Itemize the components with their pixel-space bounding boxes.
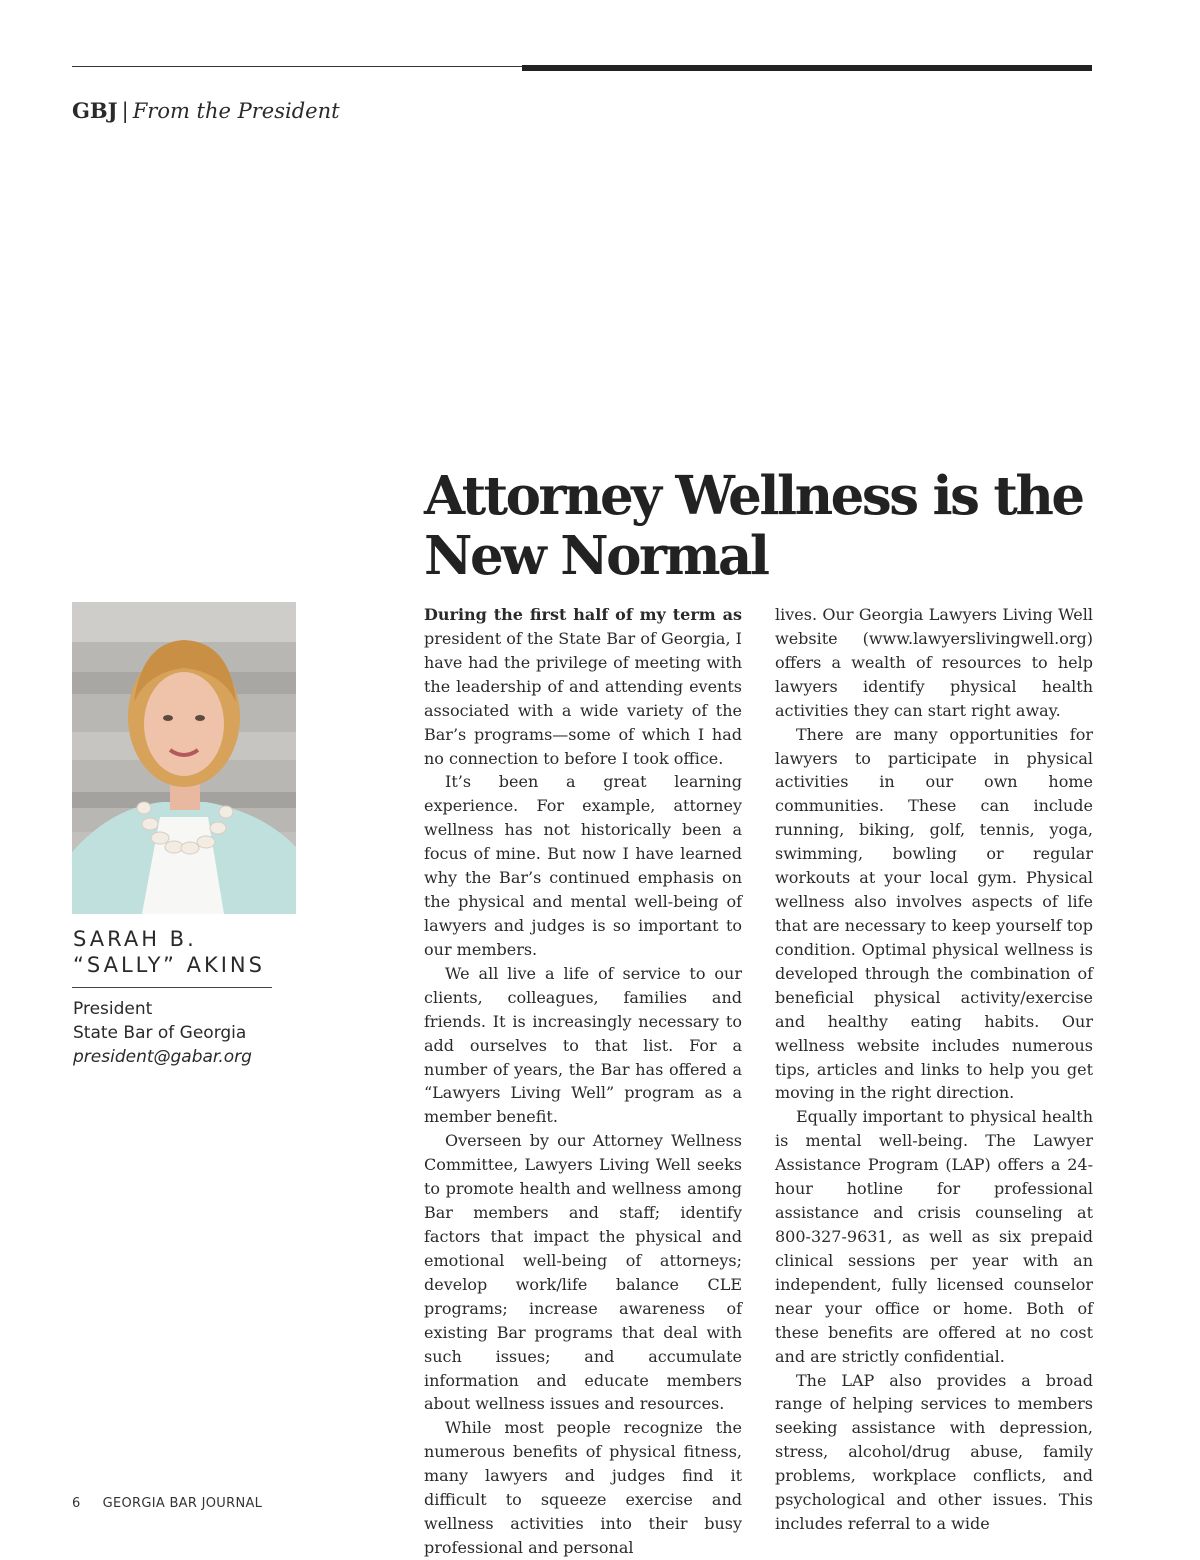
- article-title: Attorney Wellness is the New Normal: [424, 465, 1083, 587]
- paragraph: Equally important to physical health is mental well-being. The Lawyer Assistance Program (LAP) offers a 24-hour hotline for professional assistance and crisis counseling at 800-327-9631, as well as six prepaid clinical sessions per year with an independent, fully licensed counselor near your office or home. Both of these benefits are offered at no cost and are strictly confidential.: [775, 1107, 1093, 1366]
- publication-name: GEORGIA BAR JOURNAL: [102, 1496, 263, 1511]
- author-name-line2: “SALLY” AKINS: [73, 953, 265, 977]
- lead-in: During the first half of my term as: [424, 605, 742, 624]
- paragraph: Overseen by our Attorney Wellness Committee, Lawyers Living Well seeks to promote health and wellness among Bar members and staff; identify factors that impact the physical and emotional well-being of attorneys; develop work/life balance CLE programs; increase awareness of existing Bar programs that deal with such issues; and accumulate information and educate members about wellness issues and resources.: [424, 1131, 742, 1414]
- author-divider: [72, 987, 272, 988]
- page-number: 6: [72, 1496, 81, 1511]
- page-footer: [72, 1496, 262, 1511]
- author-title: President: [73, 999, 153, 1019]
- author-info: [73, 997, 252, 1069]
- journal-brand: GBJ: [72, 98, 118, 123]
- header-rule-thin: [72, 66, 524, 67]
- author-email[interactable]: president@gabar.org: [73, 1047, 252, 1067]
- article-column-left: [424, 603, 742, 1560]
- header-rule-thick: [522, 65, 1092, 71]
- paragraph: It’s been a great learning experience. For example, attorney wellness has not historically been a focus of mine. But now I have learned why the Bar’s continued emphasis on the physical and mental well-being of lawyers and judges is so important to our members.: [424, 772, 742, 959]
- header-separator: |: [121, 99, 129, 123]
- paragraph: The LAP also provides a broad range of helping services to members seeking assistance with depression, stress, alcohol/drug abuse, family problems, workplace conflicts, and psychological and other issues. This includes referral to a wide: [775, 1370, 1093, 1534]
- section-name: From the President: [132, 99, 340, 123]
- author-organization: State Bar of Georgia: [73, 1023, 247, 1043]
- article-column-right: [775, 603, 1093, 1536]
- paragraph: We all live a life of service to our clients, colleagues, families and friends. It is increasingly necessary to add ourselves to that list. For a number of years, the Bar has offered a “Lawyers Living Well” program as a member benefit.: [424, 963, 742, 1127]
- author-photo: [72, 602, 296, 914]
- paragraph: lives. Our Georgia Lawyers Living Well website (www.lawyerslivingwell.org) offers a wealth of resources to help lawyers identify physical health activities they can start right away.: [775, 605, 1093, 720]
- section-header: [72, 98, 340, 123]
- paragraph: While most people recognize the numerous benefits of physical fitness, many lawyers and judges find it difficult to squeeze exercise and wellness activities into their busy professional and personal: [424, 1418, 742, 1557]
- paragraph-text: president of the State Bar of Georgia, I have had the privilege of meeting with the leadership of and attending events associated with a wide variety of the Bar’s programs—some of which I had no connection to before I took office.: [424, 628, 742, 768]
- author-name: [73, 926, 303, 978]
- author-name-line1: SARAH B.: [73, 927, 197, 951]
- paragraph: There are many opportunities for lawyers to participate in physical activities in our own home communities. These can include running, biking, golf, tennis, yoga, swimming, bowling or regular workouts at your local gym. Physical wellness also involves aspects of life that are necessary to keep yourself top condition. Optimal physical wellness is developed through the combination of beneficial physical activity/exercise and healthy eating habits. Our wellness website includes numerous tips, articles and links to help you get moving in the right direction.: [775, 724, 1093, 1103]
- paragraph: [424, 603, 742, 770]
